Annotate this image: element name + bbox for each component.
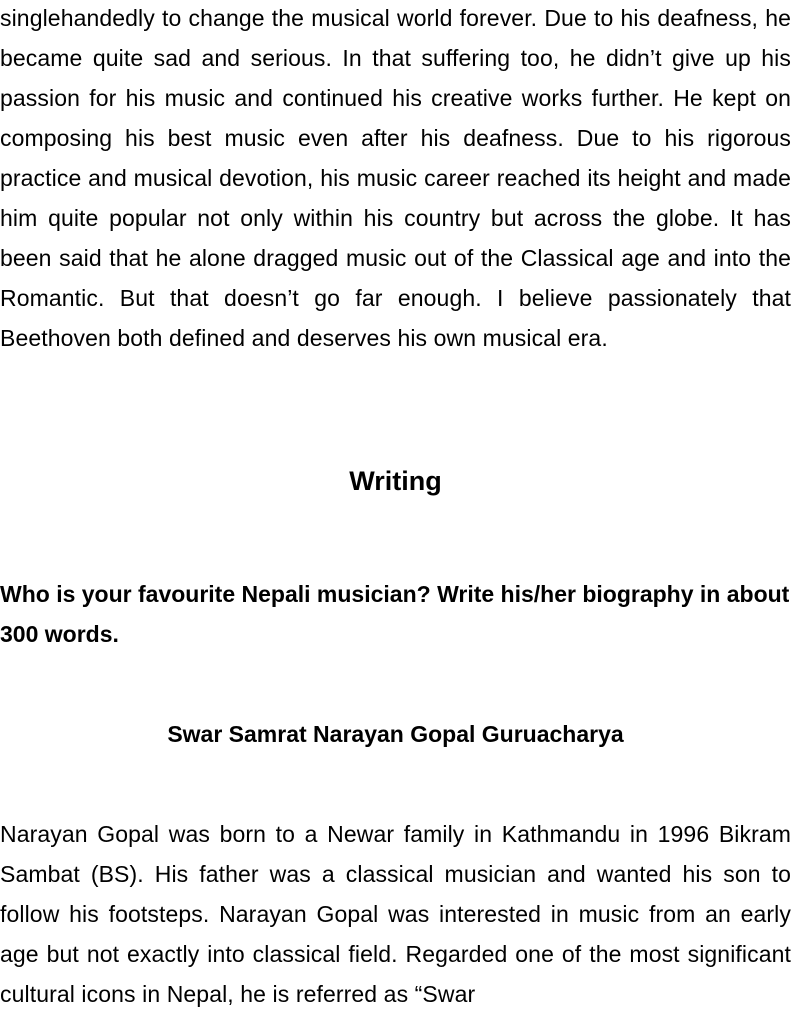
section-heading: Writing [349, 466, 442, 496]
question-prompt: Who is your favourite Nepali musician? Write his/her biography in about 300 words. [0, 581, 790, 647]
biography-title: Swar Samrat Narayan Gopal Guruacharya [167, 721, 624, 747]
intro-paragraph: singlehandedly to change the musical world forever. Due to his deafness, he became quite sad and serious. In that suffering too, he didn’t give up his passion for his music and continued his creative works further. He kept on composing his best music even after his deafness. Due to his rigorous practice and musical devotion, his music career reached its height and made him quite popular not only within his country but across the globe. It has been said that he alone dragged music out of the Classical age and into the Romantic. But that doesn’t go far enough. I believe passionately that Beethoven both defined and deserves his own musical era. [0, 5, 791, 351]
biography-paragraph: Narayan Gopal was born to a Newar family in Kathmandu in 1996 Bikram Sambat (BS). His father was a classical musician and wanted his son to follow his footsteps. Narayan Gopal was interested in music from an early age but not exactly into classical field. Regarded one of the most significant cultural icons in Nepal, he is referred as “Swar [0, 821, 791, 1007]
